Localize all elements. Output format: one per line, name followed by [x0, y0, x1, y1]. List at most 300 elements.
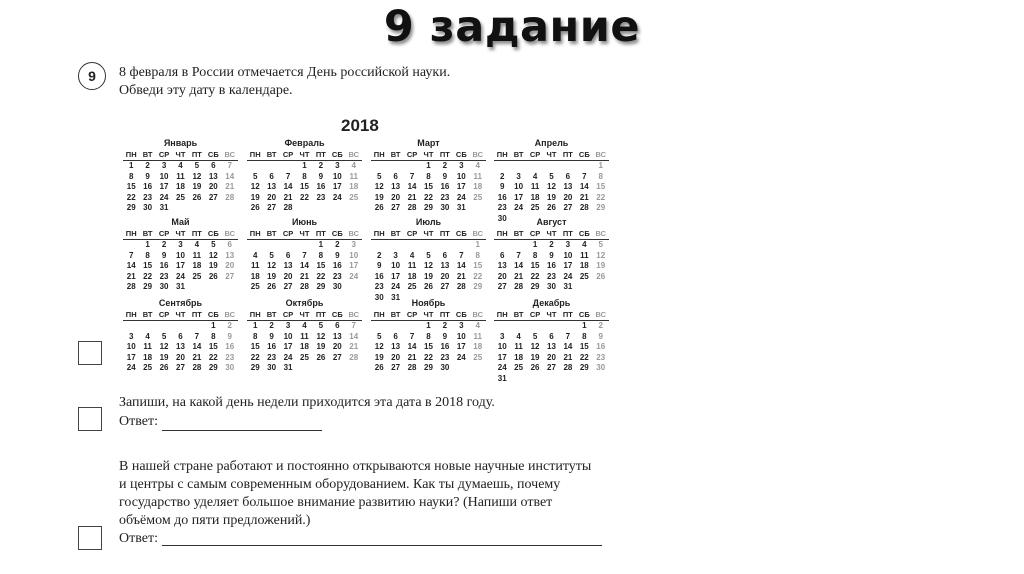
- day-cell[interactable]: 5: [269, 250, 274, 260]
- day-cell[interactable]: 8: [211, 331, 216, 341]
- day-cell[interactable]: 28: [349, 352, 359, 362]
- day-cell[interactable]: 7: [565, 331, 571, 341]
- day-cell[interactable]: 24: [456, 192, 466, 202]
- day-cell[interactable]: 18: [407, 271, 417, 281]
- day-cell[interactable]: 19: [316, 342, 326, 351]
- day-cell[interactable]: 29: [316, 282, 326, 291]
- day-cell[interactable]: 9: [318, 171, 324, 181]
- day-cell[interactable]: 11: [407, 261, 417, 270]
- day-cell[interactable]: 4: [582, 240, 587, 249]
- day-cell[interactable]: 10: [391, 261, 401, 270]
- day-cell[interactable]: 15: [300, 182, 309, 191]
- day-cell[interactable]: 20: [547, 352, 556, 362]
- day-cell[interactable]: 4: [409, 250, 415, 260]
- day-cell[interactable]: 10: [283, 331, 293, 341]
- day-cell[interactable]: 18: [349, 182, 359, 191]
- day-cell[interactable]: 18: [176, 182, 185, 191]
- day-cell[interactable]: 26: [424, 282, 433, 291]
- day-cell[interactable]: 10: [126, 342, 136, 351]
- day-cell[interactable]: 8: [426, 171, 431, 181]
- day-cell[interactable]: 31: [456, 203, 466, 212]
- day-cell[interactable]: 1: [582, 321, 587, 330]
- day-cell[interactable]: 2: [161, 240, 167, 249]
- day-cell[interactable]: 26: [250, 203, 260, 212]
- day-cell[interactable]: 11: [349, 171, 358, 181]
- day-cell[interactable]: 29: [530, 282, 540, 291]
- day-cell[interactable]: 23: [143, 192, 153, 202]
- day-cell[interactable]: 23: [267, 352, 277, 362]
- day-cell[interactable]: 24: [563, 271, 573, 281]
- day-cell[interactable]: 22: [424, 192, 433, 202]
- day-cell[interactable]: 5: [211, 240, 216, 249]
- day-cell[interactable]: 18: [473, 342, 483, 351]
- day-cell[interactable]: 4: [532, 171, 538, 181]
- day-cell[interactable]: 2: [145, 161, 150, 170]
- day-cell[interactable]: 29: [126, 203, 136, 212]
- day-cell[interactable]: 20: [563, 192, 573, 202]
- day-cell[interactable]: 4: [145, 331, 150, 341]
- day-cell[interactable]: 23: [159, 271, 169, 281]
- day-cell[interactable]: 1: [475, 240, 480, 249]
- day-cell[interactable]: 6: [269, 171, 274, 181]
- day-cell[interactable]: 21: [349, 342, 359, 351]
- day-cell[interactable]: 11: [300, 331, 309, 341]
- day-cell[interactable]: 17: [159, 182, 169, 191]
- day-cell[interactable]: 3: [499, 331, 505, 341]
- day-cell[interactable]: 25: [300, 352, 309, 362]
- day-cell[interactable]: 25: [579, 271, 589, 281]
- day-cell[interactable]: 23: [440, 192, 450, 202]
- day-cell[interactable]: 26: [316, 352, 326, 362]
- day-cell[interactable]: 17: [456, 342, 466, 351]
- day-cell[interactable]: 28: [300, 282, 309, 291]
- day-cell[interactable]: 12: [267, 261, 277, 270]
- day-cell[interactable]: 2: [598, 321, 603, 330]
- day-cell[interactable]: 7: [227, 161, 232, 170]
- day-cell[interactable]: 16: [440, 342, 450, 351]
- day-cell[interactable]: 9: [499, 182, 505, 191]
- day-cell[interactable]: 29: [596, 203, 606, 212]
- day-cell[interactable]: 9: [335, 250, 340, 260]
- day-cell[interactable]: 23: [596, 352, 606, 362]
- day-cell[interactable]: 17: [456, 182, 466, 191]
- day-cell[interactable]: 21: [579, 192, 589, 202]
- day-cell[interactable]: 11: [514, 342, 523, 351]
- day-cell[interactable]: 16: [440, 182, 450, 191]
- day-cell[interactable]: 23: [225, 352, 235, 362]
- day-cell[interactable]: 7: [409, 331, 415, 341]
- day-cell[interactable]: 20: [176, 352, 185, 362]
- day-cell[interactable]: 10: [176, 250, 185, 260]
- day-cell[interactable]: 7: [516, 250, 521, 260]
- day-cell[interactable]: 17: [497, 352, 507, 362]
- day-cell[interactable]: 20: [391, 192, 401, 202]
- day-cell[interactable]: 13: [176, 342, 185, 351]
- day-cell[interactable]: 14: [283, 182, 293, 191]
- day-cell[interactable]: 26: [374, 203, 384, 212]
- day-cell[interactable]: 29: [143, 282, 153, 291]
- day-cell[interactable]: 27: [440, 282, 450, 291]
- day-cell[interactable]: 21: [456, 271, 466, 281]
- day-cell[interactable]: 2: [318, 161, 324, 170]
- day-cell[interactable]: 23: [332, 271, 342, 281]
- day-cell[interactable]: 11: [580, 250, 589, 260]
- day-cell[interactable]: 18: [250, 271, 260, 281]
- day-cell[interactable]: 27: [176, 363, 185, 372]
- day-cell[interactable]: 4: [302, 321, 307, 330]
- day-cell[interactable]: 27: [208, 192, 218, 202]
- day-cell[interactable]: 29: [208, 363, 218, 372]
- day-cell[interactable]: 14: [456, 261, 466, 270]
- day-cell[interactable]: 16: [159, 261, 169, 270]
- day-cell[interactable]: 18: [530, 192, 540, 202]
- day-cell[interactable]: 16: [316, 182, 326, 191]
- day-cell[interactable]: 31: [176, 282, 185, 291]
- day-cell[interactable]: 25: [192, 271, 202, 281]
- day-cell[interactable]: 6: [442, 250, 448, 260]
- day-cell[interactable]: 6: [549, 331, 554, 341]
- day-cell[interactable]: 8: [598, 171, 603, 181]
- day-cell[interactable]: 13: [208, 171, 218, 181]
- day-cell[interactable]: 3: [178, 240, 183, 249]
- day-cell[interactable]: 5: [532, 331, 538, 341]
- day-cell[interactable]: 17: [563, 261, 573, 270]
- day-cell[interactable]: 6: [227, 240, 232, 249]
- day-cell[interactable]: 28: [407, 363, 417, 372]
- day-cell[interactable]: 22: [473, 271, 483, 281]
- day-cell[interactable]: 9: [269, 331, 274, 341]
- day-cell[interactable]: 3: [459, 321, 464, 330]
- day-cell[interactable]: 27: [332, 352, 342, 362]
- day-cell[interactable]: 17: [349, 261, 359, 270]
- day-cell[interactable]: 16: [332, 261, 342, 270]
- day-cell[interactable]: 20: [391, 352, 401, 362]
- day-cell[interactable]: 31: [391, 292, 401, 302]
- day-cell[interactable]: 27: [547, 363, 556, 372]
- day-cell[interactable]: 28: [283, 203, 293, 212]
- day-cell[interactable]: 21: [407, 192, 417, 202]
- day-cell[interactable]: 13: [497, 261, 507, 270]
- day-cell[interactable]: 4: [516, 331, 521, 341]
- day-cell[interactable]: 12: [208, 250, 218, 260]
- day-cell[interactable]: 9: [442, 171, 448, 181]
- day-cell[interactable]: 30: [267, 363, 277, 372]
- day-cell[interactable]: 2: [499, 171, 505, 181]
- day-cell[interactable]: 13: [563, 182, 573, 191]
- day-cell[interactable]: 26: [547, 203, 556, 212]
- day-cell[interactable]: 28: [563, 363, 573, 372]
- day-cell[interactable]: 20: [440, 271, 450, 281]
- day-cell[interactable]: 18: [473, 182, 483, 191]
- day-cell[interactable]: 8: [582, 331, 587, 341]
- day-cell[interactable]: 4: [178, 161, 183, 170]
- day-cell[interactable]: 9: [549, 250, 554, 260]
- day-cell[interactable]: 12: [547, 182, 556, 191]
- day-cell[interactable]: 27: [267, 203, 277, 212]
- day-cell[interactable]: 1: [426, 161, 431, 170]
- day-cell[interactable]: 17: [332, 182, 342, 191]
- day-cell[interactable]: 24: [126, 363, 136, 372]
- day-cell[interactable]: 3: [285, 321, 291, 330]
- day-cell[interactable]: 20: [497, 271, 507, 281]
- day-cell[interactable]: 19: [596, 261, 606, 270]
- day-cell[interactable]: 5: [194, 161, 200, 170]
- day-cell[interactable]: 13: [391, 182, 401, 191]
- day-cell[interactable]: 19: [159, 352, 169, 362]
- day-cell[interactable]: 14: [192, 342, 202, 351]
- day-cell[interactable]: 9: [442, 331, 448, 341]
- day-cell[interactable]: 21: [192, 352, 202, 362]
- day-cell[interactable]: 2: [335, 240, 340, 249]
- day-cell[interactable]: 25: [407, 282, 417, 291]
- day-cell[interactable]: 24: [176, 271, 185, 281]
- day-cell[interactable]: 21: [225, 182, 235, 191]
- day-cell[interactable]: 22: [579, 352, 589, 362]
- day-cell[interactable]: 2: [227, 321, 232, 330]
- day-cell[interactable]: 25: [176, 192, 185, 202]
- day-cell[interactable]: 3: [565, 240, 571, 249]
- day-cell[interactable]: 28: [514, 282, 524, 291]
- day-cell[interactable]: 11: [192, 250, 202, 260]
- day-cell[interactable]: 14: [563, 342, 573, 351]
- day-cell[interactable]: 11: [143, 342, 152, 351]
- day-cell[interactable]: 19: [374, 352, 384, 362]
- day-cell[interactable]: 30: [332, 282, 342, 291]
- day-cell[interactable]: 7: [582, 171, 587, 181]
- day-cell[interactable]: 27: [497, 282, 507, 291]
- day-cell[interactable]: 30: [225, 363, 235, 372]
- day-cell[interactable]: 29: [250, 363, 260, 372]
- day-cell[interactable]: 6: [335, 321, 340, 330]
- day-cell[interactable]: 19: [424, 271, 433, 281]
- day-cell[interactable]: 4: [475, 321, 480, 330]
- day-cell[interactable]: 16: [374, 271, 384, 281]
- checkbox-3[interactable]: [78, 526, 102, 550]
- day-cell[interactable]: 8: [532, 250, 538, 260]
- day-cell[interactable]: 14: [514, 261, 524, 270]
- day-cell[interactable]: 21: [300, 271, 309, 281]
- day-cell[interactable]: 9: [376, 261, 382, 270]
- day-cell[interactable]: 24: [349, 271, 359, 281]
- day-cell[interactable]: 14: [579, 182, 589, 191]
- day-cell[interactable]: 21: [514, 271, 524, 281]
- day-cell[interactable]: 15: [579, 342, 589, 351]
- day-cell[interactable]: 19: [208, 261, 218, 270]
- day-cell[interactable]: 18: [143, 352, 153, 362]
- day-cell[interactable]: 25: [473, 352, 483, 362]
- day-cell[interactable]: 4: [194, 240, 200, 249]
- answer-line-2[interactable]: [162, 545, 602, 546]
- day-cell[interactable]: 14: [225, 171, 235, 181]
- day-cell[interactable]: 2: [442, 161, 448, 170]
- day-cell[interactable]: 21: [283, 192, 293, 202]
- day-cell[interactable]: 15: [424, 182, 433, 191]
- day-cell[interactable]: 29: [579, 363, 589, 372]
- day-cell[interactable]: 5: [161, 331, 167, 341]
- day-cell[interactable]: 24: [391, 282, 401, 291]
- day-cell[interactable]: 1: [211, 321, 216, 330]
- day-cell[interactable]: 28: [225, 192, 235, 202]
- day-cell[interactable]: 7: [194, 331, 200, 341]
- day-cell[interactable]: 18: [192, 261, 202, 270]
- day-cell[interactable]: 26: [267, 282, 277, 291]
- day-cell[interactable]: 31: [563, 282, 573, 291]
- day-cell[interactable]: 10: [563, 250, 573, 260]
- day-cell[interactable]: 24: [283, 352, 293, 362]
- day-cell[interactable]: 1: [145, 240, 150, 249]
- day-cell[interactable]: 22: [250, 352, 260, 362]
- day-cell[interactable]: 19: [192, 182, 202, 191]
- day-cell[interactable]: 12: [250, 182, 260, 191]
- day-cell[interactable]: 13: [267, 182, 277, 191]
- day-cell[interactable]: 10: [497, 342, 507, 351]
- day-cell[interactable]: 17: [126, 352, 136, 362]
- day-cell[interactable]: 15: [596, 182, 606, 191]
- day-cell[interactable]: 10: [349, 250, 359, 260]
- day-cell[interactable]: 22: [143, 271, 153, 281]
- day-cell[interactable]: 29: [473, 282, 483, 291]
- day-cell[interactable]: 30: [374, 292, 384, 302]
- day-cell[interactable]: 18: [514, 352, 524, 362]
- day-cell[interactable]: 15: [316, 261, 326, 270]
- day-cell[interactable]: 27: [391, 203, 401, 212]
- day-cell[interactable]: 12: [530, 342, 540, 351]
- day-cell[interactable]: 14: [300, 261, 309, 270]
- day-cell[interactable]: 20: [267, 192, 277, 202]
- day-cell[interactable]: 8: [252, 331, 258, 341]
- checkbox-1[interactable]: [78, 341, 102, 365]
- day-cell[interactable]: 13: [547, 342, 556, 351]
- day-cell[interactable]: 2: [269, 321, 274, 330]
- day-cell[interactable]: 20: [283, 271, 293, 281]
- day-cell[interactable]: 2: [376, 250, 382, 260]
- day-cell[interactable]: 10: [332, 171, 342, 181]
- day-cell[interactable]: 5: [318, 321, 324, 330]
- day-cell[interactable]: 8: [318, 250, 324, 260]
- day-cell[interactable]: 31: [283, 363, 293, 372]
- day-cell[interactable]: 6: [499, 250, 505, 260]
- day-cell[interactable]: 22: [126, 192, 136, 202]
- day-cell[interactable]: 15: [143, 261, 153, 270]
- day-cell[interactable]: 31: [497, 373, 507, 383]
- day-cell[interactable]: 4: [475, 161, 480, 170]
- day-cell[interactable]: 3: [128, 331, 134, 341]
- day-cell[interactable]: 3: [335, 161, 340, 170]
- day-cell[interactable]: 22: [316, 271, 326, 281]
- day-cell[interactable]: 15: [250, 342, 260, 351]
- day-cell[interactable]: 4: [252, 250, 258, 260]
- day-cell[interactable]: 12: [316, 331, 326, 341]
- day-cell[interactable]: 26: [596, 271, 606, 281]
- day-cell[interactable]: 23: [440, 352, 450, 362]
- day-cell[interactable]: 17: [391, 271, 401, 281]
- day-cell[interactable]: 7: [409, 171, 415, 181]
- day-cell[interactable]: 19: [250, 192, 260, 202]
- day-cell[interactable]: 5: [598, 240, 603, 249]
- day-cell[interactable]: 10: [456, 171, 466, 181]
- day-cell[interactable]: 14: [407, 342, 417, 351]
- day-cell[interactable]: 25: [530, 203, 540, 212]
- day-cell[interactable]: 10: [159, 171, 169, 181]
- day-cell[interactable]: 12: [192, 171, 202, 181]
- day-cell[interactable]: 16: [225, 342, 235, 351]
- day-cell[interactable]: 6: [393, 331, 398, 341]
- day-cell[interactable]: 29: [424, 363, 433, 372]
- day-cell[interactable]: 19: [267, 271, 277, 281]
- checkbox-2[interactable]: [78, 407, 102, 431]
- day-cell[interactable]: 23: [316, 192, 326, 202]
- day-cell[interactable]: 28: [407, 203, 417, 212]
- day-cell[interactable]: 13: [440, 261, 450, 270]
- day-cell[interactable]: 30: [547, 282, 556, 291]
- day-cell[interactable]: 27: [563, 203, 573, 212]
- day-cell[interactable]: 5: [376, 171, 382, 181]
- day-cell[interactable]: 10: [456, 331, 466, 341]
- day-cell[interactable]: 26: [530, 363, 540, 372]
- day-cell[interactable]: 7: [459, 250, 464, 260]
- day-cell[interactable]: 18: [300, 342, 309, 351]
- day-cell[interactable]: 7: [128, 250, 134, 260]
- day-cell[interactable]: 24: [159, 192, 169, 202]
- day-cell[interactable]: 30: [440, 203, 450, 212]
- day-cell[interactable]: 6: [393, 171, 398, 181]
- day-cell[interactable]: 13: [332, 331, 342, 341]
- day-cell[interactable]: 26: [374, 363, 384, 372]
- day-cell[interactable]: 6: [211, 161, 216, 170]
- day-cell[interactable]: 2: [549, 240, 554, 249]
- day-cell[interactable]: 13: [391, 342, 401, 351]
- day-cell[interactable]: 15: [126, 182, 136, 191]
- day-cell[interactable]: 15: [424, 342, 433, 351]
- day-cell[interactable]: 14: [407, 182, 417, 191]
- day-cell[interactable]: 22: [208, 352, 218, 362]
- day-cell[interactable]: 8: [145, 250, 150, 260]
- day-cell[interactable]: 15: [530, 261, 540, 270]
- day-cell[interactable]: 27: [283, 282, 293, 291]
- day-cell[interactable]: 21: [126, 271, 136, 281]
- day-cell[interactable]: 18: [579, 261, 589, 270]
- day-cell[interactable]: 21: [563, 352, 573, 362]
- day-cell[interactable]: 13: [283, 261, 293, 270]
- day-cell[interactable]: 28: [456, 282, 466, 291]
- day-cell[interactable]: 16: [143, 182, 153, 191]
- day-cell[interactable]: 16: [547, 261, 556, 270]
- day-cell[interactable]: 25: [473, 192, 483, 202]
- answer-line-1[interactable]: [162, 430, 322, 431]
- day-cell[interactable]: 26: [159, 363, 169, 372]
- day-cell[interactable]: 20: [332, 342, 342, 351]
- day-cell[interactable]: 3: [351, 240, 356, 249]
- day-cell[interactable]: 17: [514, 192, 524, 202]
- day-cell[interactable]: 27: [225, 271, 235, 281]
- day-cell[interactable]: 17: [176, 261, 185, 270]
- day-cell[interactable]: 26: [192, 192, 202, 202]
- day-cell[interactable]: 1: [598, 161, 603, 170]
- day-cell[interactable]: 12: [374, 182, 384, 191]
- day-cell[interactable]: 21: [407, 352, 417, 362]
- day-cell[interactable]: 3: [459, 161, 464, 170]
- day-cell[interactable]: 31: [159, 203, 169, 212]
- day-cell[interactable]: 4: [351, 161, 356, 170]
- day-cell[interactable]: 19: [547, 192, 556, 202]
- day-cell[interactable]: 22: [596, 192, 606, 202]
- day-cell[interactable]: 12: [159, 342, 169, 351]
- day-cell[interactable]: 9: [161, 250, 167, 260]
- day-cell[interactable]: 11: [473, 331, 482, 341]
- day-cell[interactable]: 7: [302, 250, 307, 260]
- day-cell[interactable]: 8: [475, 250, 480, 260]
- day-cell[interactable]: 23: [547, 271, 556, 281]
